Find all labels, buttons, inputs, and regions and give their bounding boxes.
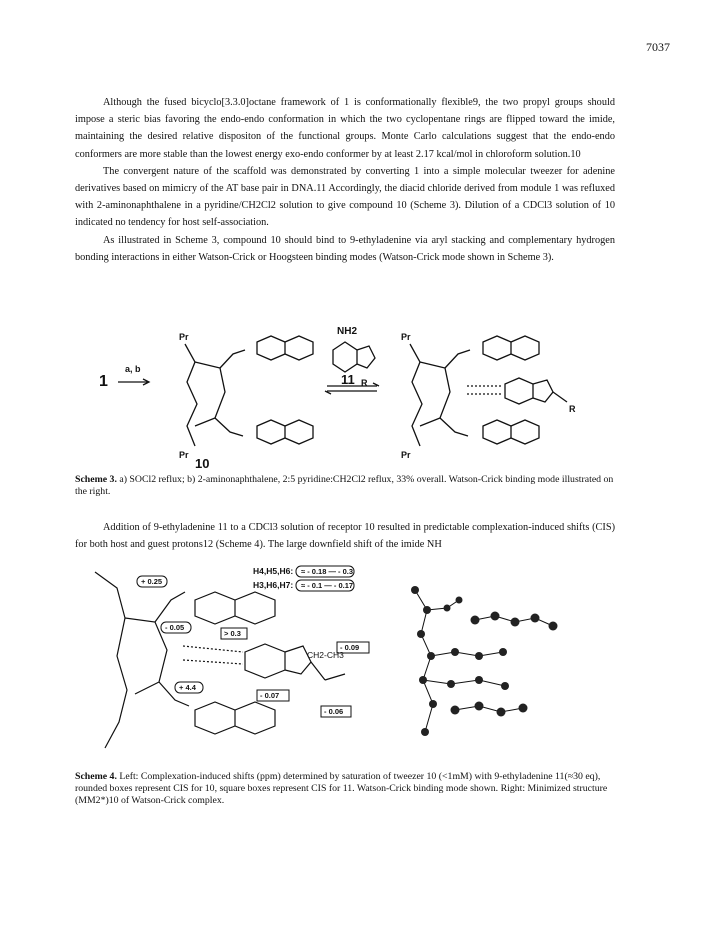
- cis-h3h6h7: ≈ - 0.1 — - 0.17: [301, 581, 354, 590]
- scaffold-left: [185, 344, 197, 446]
- pr-label-bottom-left: Pr: [179, 450, 189, 460]
- pr-label-bottom-right: Pr: [401, 450, 411, 460]
- compound-10-label: 10: [195, 456, 210, 470]
- paragraph-1: Although the fused bicyclo[3.3.0]octane framework of 1 is conformationally flexible9, the two propyl groups should impose a steric bias favoring the endo-endo conformation in which the two cyclopentane rings are flipped toward the imide, maintaining the desired relative dispositon of the functional groups. Monte Carlo calculations suggest that the endo-endo conformers are more stable than the lowest energy exo-endo conformer by at least 2.17 kcal/mol in chloroform solution.10: [75, 97, 615, 160]
- scheme-4-figure: [75, 560, 615, 760]
- adenine-ring: [333, 342, 357, 372]
- scheme-4-caption: [75, 771, 615, 807]
- ch2ch3-label: CH2-CH3: [307, 650, 344, 660]
- pr-label-top-right: Pr: [401, 332, 411, 342]
- adenine-bound-4: [245, 644, 285, 678]
- scheme-3-figure: [75, 322, 615, 470]
- paragraph-2: The convergent nature of the scaffold was demonstrated by converting 1 into a simple molecular tweezer for adenine derivatives based on mimicry of the AT base pair in DNA.11 Accordingly, the diacid chloride derived from module 1 was refluxed with 2-aminonaphthalene in a pyridine/CH2Cl2 solution to give compound 10 (Scheme 3). Dilution of a CDCl3 solution of 10 indicated no tendency for host self-association.: [75, 165, 615, 229]
- scheme-3-caption-text: a) SOCl2 reflux; b) 2-aminonaphthalene, 2:5 pyridine:CH2Cl2 reflux, 33% overall. Watson-Crick binding mode illustrated on the right.: [75, 474, 614, 497]
- compound-1-label: 1: [99, 373, 108, 390]
- r-label-complex: R: [569, 404, 576, 414]
- compound-11-label: 11: [341, 372, 355, 387]
- body-text-2: [75, 519, 615, 553]
- cis-mid: - 0.05: [165, 623, 185, 632]
- scheme-3-caption-label: Scheme 3.: [75, 474, 117, 485]
- cis-h4h5h6: ≈ - 0.18 — - 0.3: [301, 567, 354, 576]
- page-number: 7037: [646, 40, 670, 54]
- cis-nh: > 0.3: [224, 629, 241, 638]
- cis-h8: - 0.09: [340, 643, 360, 652]
- cis-ch2: - 0.06: [324, 707, 344, 716]
- r-label: R: [361, 378, 368, 388]
- h4h5h6-label: H4,H5,H6:: [253, 566, 294, 576]
- scheme-3-caption: [75, 474, 615, 498]
- paragraph-3: As illustrated in Scheme 3, compound 10 should bind to 9-ethyladenine via aryl stacking and complementary hydrogen bonding interactions in either Watson-Crick or Hoogsteen binding modes (Watson-Crick mode shown in Scheme 3).: [75, 234, 615, 263]
- body-text: [75, 94, 615, 266]
- scaffold-scheme4: [95, 572, 127, 748]
- cis-h2: - 0.07: [260, 691, 280, 700]
- paragraph-4: Addition of 9-ethyladenine 11 to a CDCl3 solution of receptor 10 resulted in predictable complexation-induced shifts (CIS) for both host and guest protons12 (Scheme 4). The large downfield shift of the imide NH: [75, 522, 615, 551]
- scaffold-right: [410, 344, 422, 446]
- pr-label-top-left: Pr: [179, 332, 189, 342]
- scheme-4-caption-text: Left: Complexation-induced shifts (ppm) determined by saturation of tweezer 10 (<1mM) with 9-ethyladenine 11(≈30 eq), rounded boxes represent CIS for 10, square boxes represent CIS for 11. Watson-Crick binding mode shown. Right: Minimized structure (MM2*)10 of Watson-Crick complex.: [75, 771, 608, 806]
- scheme-4-caption-label: Scheme 4.: [75, 771, 117, 782]
- reagents-label: a, b: [125, 364, 141, 374]
- nh2-label: NH2: [337, 326, 358, 337]
- atom-balls: [411, 586, 558, 736]
- minimized-structure: [415, 590, 553, 732]
- h3h6h7-label: H3,H6,H7:: [253, 580, 294, 590]
- cis-imide: + 4.4: [179, 683, 196, 692]
- cis-top: + 0.25: [141, 577, 163, 586]
